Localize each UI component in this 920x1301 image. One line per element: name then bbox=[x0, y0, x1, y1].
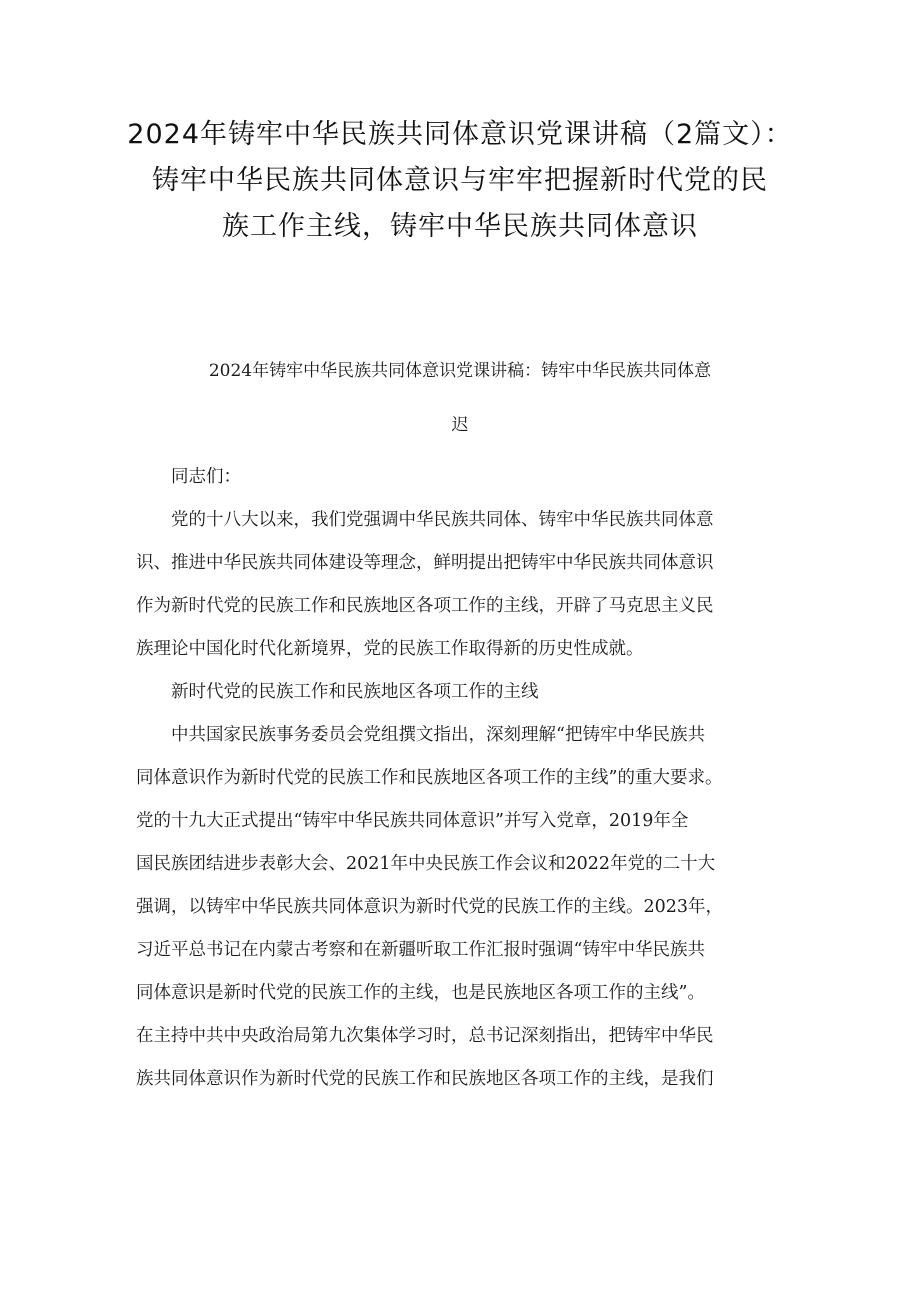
paragraph-2-line-1: 中共国家民族事务委员会党组撰文指出，深刻理解“把铸牢中华民族共 bbox=[171, 725, 705, 745]
document-title bbox=[60, 112, 860, 250]
paragraph-2-line-4: 国民族团结进步表彰大会、2021年中央民族工作会议和2022年党的二十大 bbox=[136, 854, 716, 874]
paragraph-2-line-2: 同体意识作为新时代党的民族工作和民族地区各项工作的主线”的重大要求。 bbox=[136, 768, 723, 788]
title-line-1: 2024年铸牢中华民族共同体意识党课讲稿（2篇文）： bbox=[127, 119, 793, 150]
document-body bbox=[136, 456, 796, 1101]
title-line-2: 铸牢中华民族共同体意识与牢牢把握新时代党的民 bbox=[152, 165, 768, 196]
paragraph-2-line-7: 同体意识是新时代党的民族工作的主线，也是民族地区各项工作的主线”。 bbox=[136, 983, 705, 1003]
subtitle-line-1: 2024年铸牢中华民族共同体意识党课讲稿：铸牢中华民族共同体意 bbox=[208, 361, 712, 381]
title-line-3: 族工作主线，铸牢中华民族共同体意识 bbox=[222, 211, 698, 242]
paragraph-2-line-3: 党的十九大正式提出“铸牢中华民族共同体意识”并写入党章，2019年全 bbox=[136, 811, 689, 831]
paragraph-1-line-2: 识、推进中华民族共同体建设等理念，鲜明提出把铸牢中华民族共同体意识 bbox=[136, 553, 714, 573]
paragraph-2-line-5: 强调，以铸牢中华民族共同体意识为新时代党的民族工作的主线。2023年， bbox=[136, 897, 724, 917]
paragraph-2-line-9: 族共同体意识作为新时代党的民族工作和民族地区各项工作的主线，是我们 bbox=[136, 1069, 714, 1089]
paragraph-2-line-8: 在主持中共中央政治局第九次集体学习时，总书记深刻指出，把铸牢中华民 bbox=[136, 1026, 714, 1046]
section-heading: 新时代党的民族工作和民族地区各项工作的主线 bbox=[171, 682, 539, 702]
salutation: 同志们： bbox=[171, 467, 241, 487]
subtitle-line-2: 迟 bbox=[451, 415, 469, 435]
paragraph-1-line-3: 作为新时代党的民族工作和民族地区各项工作的主线，开辟了马克思主义民 bbox=[136, 596, 714, 616]
paragraph-2-line-6: 习近平总书记在内蒙古考察和在新疆听取工作汇报时强调“铸牢中华民族共 bbox=[136, 940, 705, 960]
paragraph-1-line-1: 党的十八大以来，我们党强调中华民族共同体、铸牢中华民族共同体意 bbox=[171, 510, 714, 530]
paragraph-1-line-4: 族理论中国化时代化新境界，党的民族工作取得新的历史性成就。 bbox=[136, 639, 644, 659]
